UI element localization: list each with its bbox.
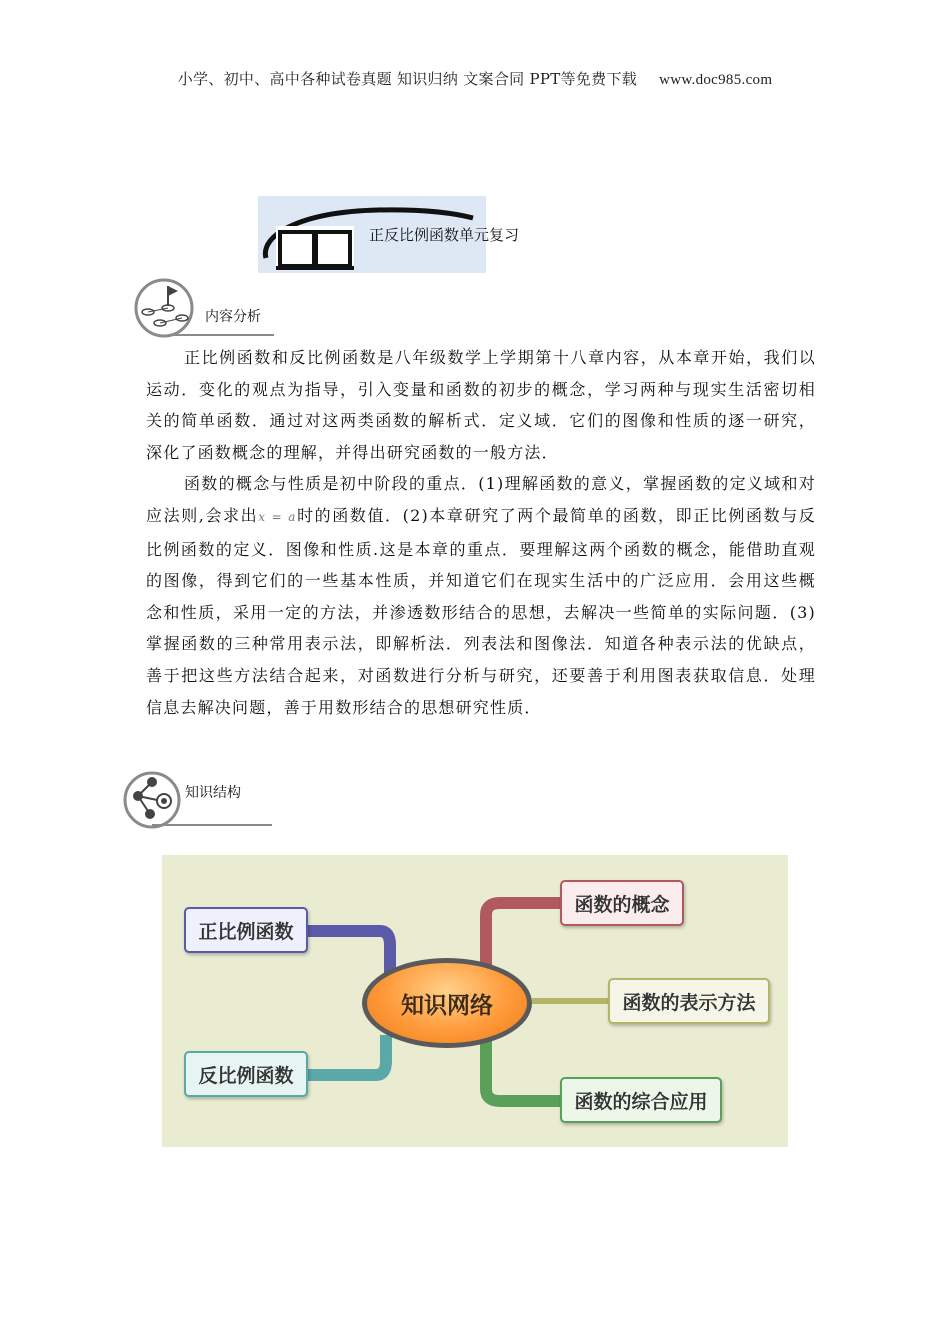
target-flag-icon bbox=[132, 278, 202, 340]
section-label-content: 内容分析 bbox=[205, 309, 261, 325]
node-center-knowledge-network: 知识网络 bbox=[362, 958, 532, 1048]
content-analysis-text bbox=[146, 342, 816, 723]
paragraph-2-part-2: 时的函数值．(2)本章研究了两个最简单的函数，即正比例函数与反比例函数的定义．图像和性质.这是本章的重点．要理解这两个函数的概念，能借助直观的图像，得到它们的一些基本性质，并知道它们在现实生活中的广泛应用．会用这些概念和性质，采用一定的方法，并渗透数形结合的思想，去解决一些简单的实际问题．(3)掌握函数的三种常用表示法，即解析法．列表法和图像法．知道各种表示法的优缺点，善于把这些方法结合起来，对函数进行分析与研究，还要善于利用图表获取信息．处理信息去解决问题，善于用数形结合的思想研究性质． bbox=[146, 505, 816, 717]
node-direct-proportion: 正比例函数 bbox=[184, 907, 308, 953]
section-label-structure: 知识结构 bbox=[185, 785, 241, 801]
section-heading-content bbox=[132, 278, 282, 340]
math-expression: x = a bbox=[258, 509, 297, 524]
page-header bbox=[0, 68, 950, 89]
header-url[interactable]: www.doc985.com bbox=[659, 72, 773, 88]
section-rule bbox=[152, 824, 272, 826]
section-heading-structure bbox=[122, 770, 282, 832]
node-function-application: 函数的综合应用 bbox=[560, 1077, 722, 1123]
section-rule bbox=[168, 334, 274, 336]
node-inverse-proportion: 反比例函数 bbox=[184, 1051, 308, 1097]
paragraph-2-part-1: 函数的概念与性质是初中阶段的重点．(1)理解函数的意义，掌握函数的定义域和对应法则,会求出 bbox=[146, 474, 816, 525]
paragraph-2 bbox=[146, 468, 816, 723]
knowledge-network-diagram bbox=[162, 855, 788, 1147]
title-banner bbox=[258, 196, 520, 273]
paragraph-1: 正比例函数和反比例函数是八年级数学上学期第十八章内容，从本章开始，我们以运动．变化的观点为指导，引入变量和函数的初步的概念，学习两种与现实生活密切相关的简单函数．通过对这两类函数的解析式．定义域．它们的图像和性质的逐一研究，深化了函数概念的理解，并得出研究函数的一般方法． bbox=[146, 348, 816, 462]
node-function-concept: 函数的概念 bbox=[560, 880, 684, 926]
network-nodes-icon bbox=[122, 770, 184, 832]
header-text: 小学、初中、高中各种试卷真题 知识归纳 文案合同 PPT等免费下载 bbox=[177, 70, 638, 88]
banner-title: 正反比例函数单元复习 bbox=[369, 226, 520, 244]
node-function-representation: 函数的表示方法 bbox=[608, 978, 770, 1024]
